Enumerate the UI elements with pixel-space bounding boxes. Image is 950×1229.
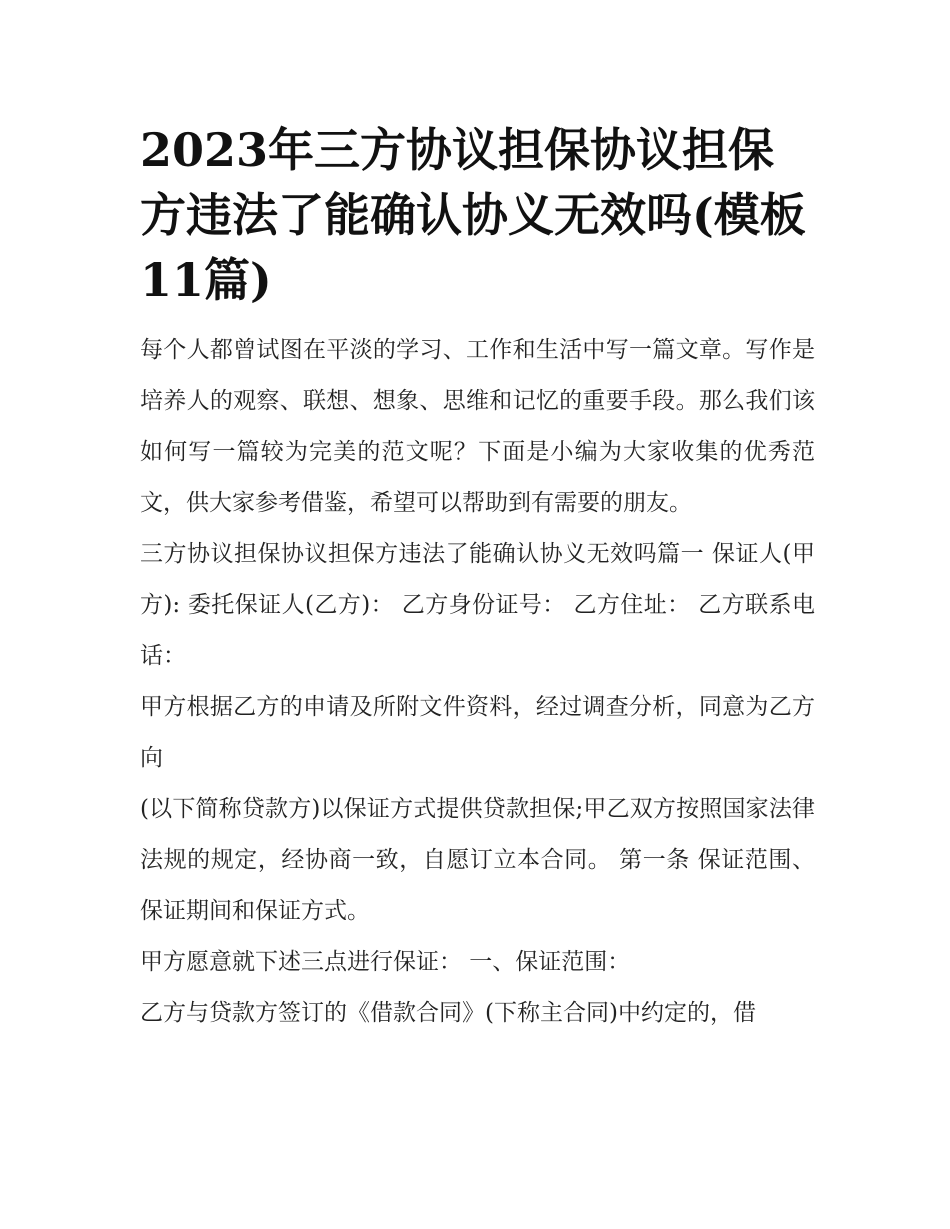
document-title: 2023年三方协议担保协议担保方违法了能确认协义无效吗(模板11篇) — [140, 123, 806, 307]
agreement-paragraph: 甲方根据乙方的申请及所附文件资料，经过调查分析，同意为乙方向 — [140, 694, 815, 771]
terms-paragraph: (以下简称贷款方)以保证方式提供贷款担保;甲乙双方按照国家法律法规的规定，经协商一致，自愿订立本合同。 第一条 保证范围、保证期间和保证方式。 — [140, 796, 815, 924]
party-info-paragraph: 三方协议担保协议担保方违法了能确认协义无效吗篇一 保证人(甲方): 委托保证人(乙方)： 乙方身份证号： 乙方住址： 乙方联系电话： — [140, 541, 815, 669]
document-body — [140, 118, 815, 1039]
loan-contract-paragraph: 乙方与贷款方签订的《借款合同》(下称主合同)中约定的，借 — [140, 1000, 756, 1026]
intro-paragraph: 每个人都曾试图在平淡的学习、工作和生活中写一篇文章。写作是培养人的观察、联想、想象、思维和记忆的重要手段。那么我们该如何写一篇较为完美的范文呢？下面是小编为大家收集的优秀范文，供大家参考借鉴，希望可以帮助到有需要的朋友。 — [140, 337, 815, 516]
guarantee-scope-paragraph: 甲方愿意就下述三点进行保证： 一、保证范围： — [140, 949, 631, 975]
